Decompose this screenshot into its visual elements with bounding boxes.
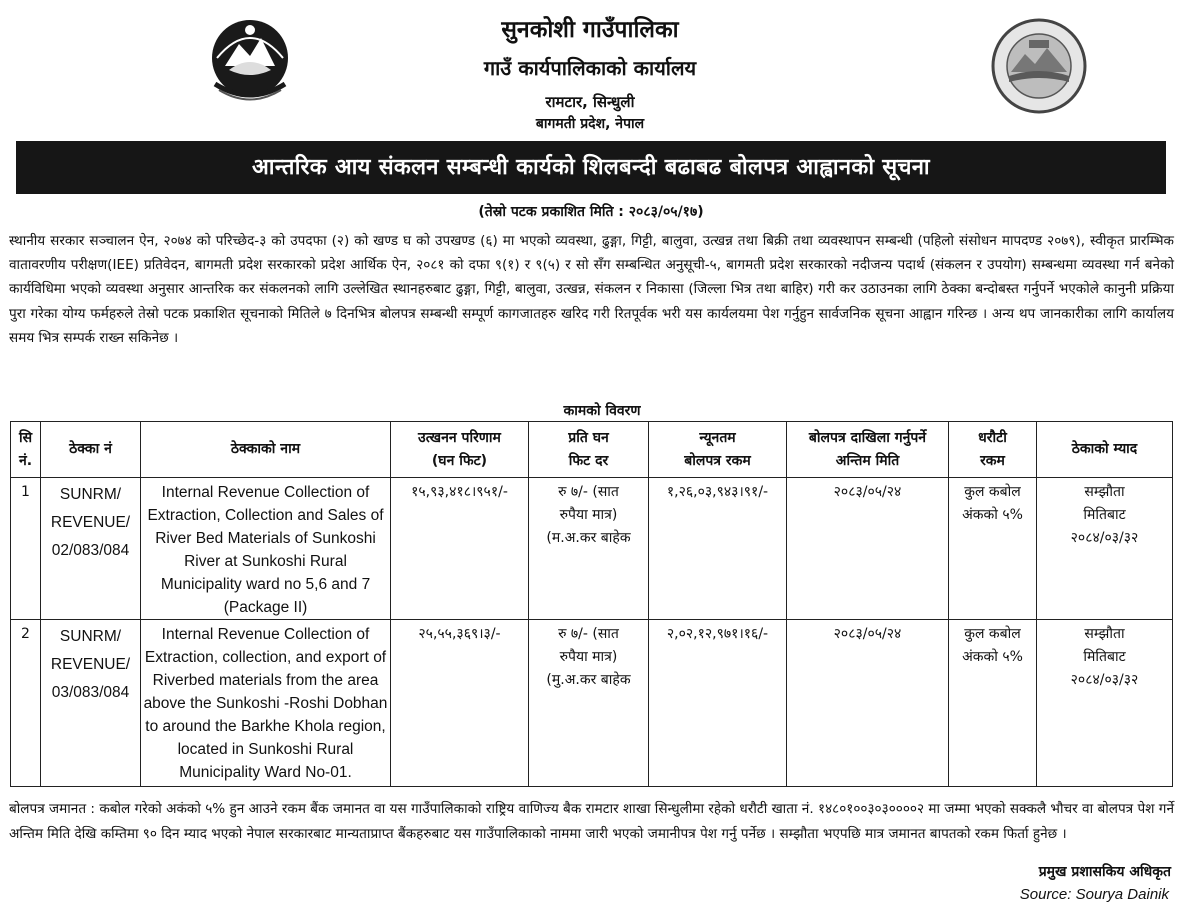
header-quantity-line2: (घन फिट) <box>431 452 488 469</box>
publish-date: (तेस्रो पटक प्रकाशित मिति : २०८३/०५/१७) <box>478 204 704 220</box>
header-deposit-line2: रकम <box>980 452 1005 469</box>
validity-line1: सम्झौता <box>1084 626 1125 642</box>
cell-deposit <box>949 478 1037 620</box>
deposit-line1: कुल कबोल <box>964 484 1021 500</box>
rate-line1: रु ७/- (सात <box>558 626 619 642</box>
rate-line3: (मु.अ.कर बाहेक <box>546 672 631 688</box>
header-min-bid-line2: बोलपत्र रकम <box>684 452 751 469</box>
cell-quantity: २५,५५,३६९।३/- <box>391 620 529 787</box>
header-min-bid <box>649 422 787 478</box>
header-min-bid-line1: न्यूनतम <box>699 429 736 446</box>
cell-contract-no <box>41 478 141 620</box>
contract-no-line1: SUNRM/ <box>59 486 122 503</box>
header-rate-line1: प्रति घन <box>568 429 609 446</box>
signatory: प्रमुख प्रशासकिय अधिकृत <box>1038 864 1171 880</box>
validity-line2: मितिबाट <box>1083 507 1126 523</box>
table-row <box>11 478 1173 620</box>
source-credit: Source: Sourya Dainik <box>1019 886 1169 903</box>
header-validity: ठेकाको म्याद <box>1037 422 1173 478</box>
cell-deadline: २०८३/०५/२४ <box>787 478 949 620</box>
header-rate-line2: फिट दर <box>568 452 609 469</box>
cell-contract-name: Internal Revenue Collection of Extraction, collection, and export of Riverbed materials from the area above the Sunkoshi -Roshi Dobhan to around the Barkhe Khola region, located in Sunkoshi Rural Municipality Ward No-01. <box>141 620 391 787</box>
rate-line3: (म.अ.कर बाहेक <box>546 530 631 546</box>
notice-body: स्थानीय सरकार सञ्चालन ऐन, २०७४ को परिच्छेद-३ को उपदफा (२) को खण्ड घ को उपखण्ड (६) मा भएको व्यवस्था, ढुङ्गा, गिट्टी, बालुवा, उत्खन्न तथा बिक्री तथा व्यवस्थापन सम्बन्धी (पहिलो संसोधन मापदण्ड २०७९), स्वीकृत प्रारम्भिक वातावरणीय परीक्षण(IEE) प्रतिवेदन, बागमती प्रदेश सरकारको प्रदेश आर्थिक ऐन, २०८१ को दफा ९(१) र ९(५) र सो सँग सम्बन्धित अनुसूची-५, बागमती प्रदेश सरकारको नदीजन्य पदार्थ (संकलन र उपयोग) सम्बन्धमा व्यवस्था गर्न बनेको कार्यविधिमा भएको व्यवस्था अनुसार आन्तरिक कर संकलनको लागि उल्लेखित स्थानहरुबाट ढुङ्गा, गिट्टी, बालुवा, उत्खन्न, संकलन र निकासा (जिल्ला भित्र तथा बाहिर) गरी कर उठाउनका लागि ठेक्का बन्दोबस्त गर्नुपर्ने भएकोले कानुनी प्रक्रिया पुरा गरेका योग्य फर्महरुले तेस्रो पटक प्रकाशित सूचनाको मितिले ७ दिनभित्र बोलपत्र सम्बन्धी सम्पूर्ण कागजातहरु खरिद गरी रितपूर्वक भरी यस कार्यलयमा पेश गर्नुहुन सार्वजनिक सूचना आह्वान गरिन्छ । अन्य थप जानकारीका लागि कार्यालय समय भित्र सम्पर्क राख्न सकिनेछ । <box>9 233 1174 346</box>
contract-no-line2: REVENUE/ <box>50 514 131 531</box>
nepal-emblem-logo <box>205 14 295 109</box>
validity-line2: मितिबाट <box>1083 649 1126 665</box>
cell-contract-no <box>41 620 141 787</box>
validity-line1: सम्झौता <box>1084 484 1125 500</box>
cell-deposit <box>949 620 1037 787</box>
municipality-seal-logo <box>985 16 1093 122</box>
header-name: ठेक्काको नाम <box>141 422 391 478</box>
header-deadline <box>787 422 949 478</box>
guarantee-text: बोलपत्र जमानत : कबोल गरेको अकंको ५% हुन आउने रकम बैंक जमानत वा यस गाउँपालिकाको राष्ट्रिय वाणिज्य बैक रामटार शाखा सिन्धुलीमा रहेको धरौटी खाता नं. १४८०१००३०३००००२ मा जम्मा भएको सक्कलै भौचर वा बोलपत्र पेश गर्ने अन्तिम मिति देखि कम्तिमा ९० दिन म्याद भएको नेपाल सरकारबाट मान्यताप्राप्त बैंकहरुबाट यस गाउँपालिकाको नाममा जारी भएको जमानीपत्र पेश गर्नु पर्नेछ । सम्झौता भएपछि मात्र जमानत बापतको रकम फिर्ता हुनेछ । <box>9 801 1174 842</box>
header-rate <box>529 422 649 478</box>
office-province: बागमती प्रदेश, नेपाल <box>535 116 645 132</box>
municipality-name: सुनकोशी गाउँपालिका <box>501 17 679 43</box>
contract-no-line1: SUNRM/ <box>59 628 122 645</box>
deposit-line2: अंकको ५% <box>962 649 1023 665</box>
cell-rate <box>529 620 649 787</box>
rate-line2: रुपैया मात्र) <box>559 507 618 523</box>
deposit-line2: अंकको ५% <box>962 507 1023 523</box>
cell-sn: 1 <box>11 478 41 620</box>
cell-min-bid: २,०२,१२,९७१।१६/- <box>649 620 787 787</box>
cell-validity <box>1037 620 1173 787</box>
header-deposit-line1: धरौटी <box>978 429 1007 446</box>
office-name: गाउँ कार्यपालिकाको कार्यालय <box>483 56 697 80</box>
office-address: रामटार, सिन्धुली <box>545 93 635 111</box>
cell-sn: 2 <box>11 620 41 787</box>
header-quantity-line1: उत्खनन परिणाम <box>418 429 501 446</box>
cell-rate <box>529 478 649 620</box>
cell-deadline: २०८३/०५/२४ <box>787 620 949 787</box>
deposit-line1: कुल कबोल <box>964 626 1021 642</box>
contracts-table <box>10 421 1173 787</box>
validity-line3: २०८४/०३/३२ <box>1070 672 1139 688</box>
table-row <box>11 620 1173 787</box>
contract-no-line2: REVENUE/ <box>50 656 131 673</box>
contract-no-line3: 03/083/084 <box>51 684 130 701</box>
cell-contract-name: Internal Revenue Collection of Extraction, Collection and Sales of River Bed Materials of Sunkoshi River at Sunkoshi Rural Municipality ward no 5,6 and 7 (Package II) <box>141 478 391 620</box>
cell-min-bid: १,२६,०३,९४३।९१/- <box>649 478 787 620</box>
header-sn: सि नं. <box>11 422 41 478</box>
header-contract-no: ठेक्का नं <box>41 422 141 478</box>
header-deadline-line1: बोलपत्र दाखिला गर्नुपर्ने <box>808 429 927 446</box>
cell-quantity: १५,९३,४१८।९५१/- <box>391 478 529 620</box>
header-deposit <box>949 422 1037 478</box>
rate-line2: रुपैया मात्र) <box>559 649 618 665</box>
contract-no-line3: 02/083/084 <box>51 542 130 559</box>
table-header-row <box>11 422 1173 478</box>
rate-line1: रु ७/- (सात <box>558 484 619 500</box>
validity-line3: २०८४/०३/३२ <box>1070 530 1139 546</box>
notice-title: आन्तरिक आय संकलन सम्बन्धी कार्यको शिलबन्दी बढाबढ बोलपत्र आह्वानको सूचना <box>16 141 1166 194</box>
table-caption: कामको विवरण <box>563 403 641 419</box>
header-deadline-line2: अन्तिम मिति <box>835 452 900 469</box>
header-quantity <box>391 422 529 478</box>
cell-validity <box>1037 478 1173 620</box>
